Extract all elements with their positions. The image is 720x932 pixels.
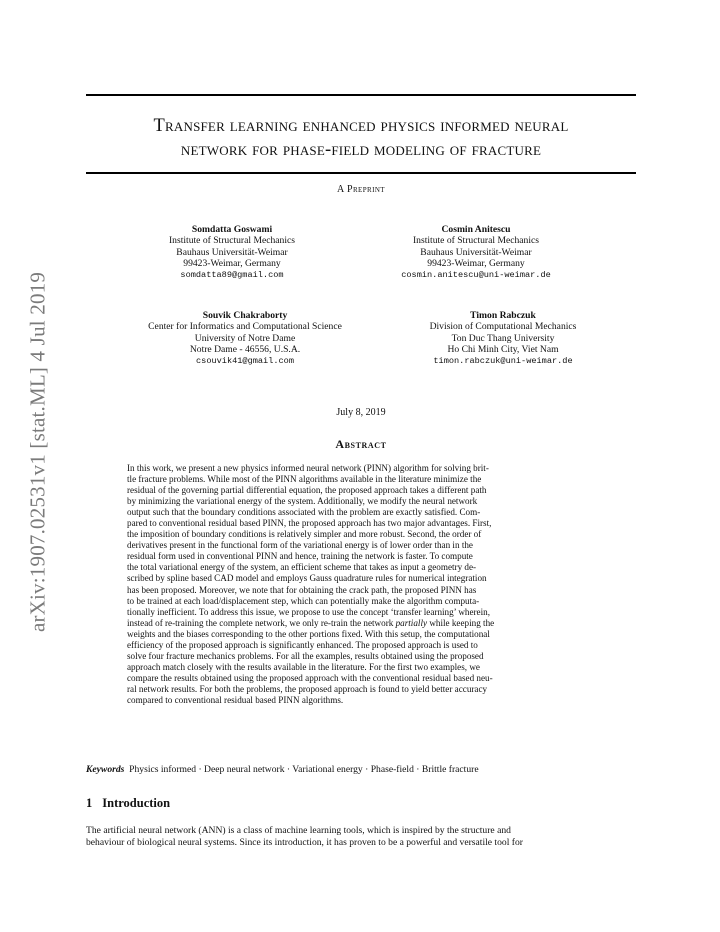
abstract-line: approach match closely with the results available in the literature. For the first two examples, we xyxy=(127,661,480,672)
abstract-line: tionally inefficient. To address this issue, we propose to use the concept ‘transfer learning’ wherein, xyxy=(127,606,490,617)
abstract-line: the imposition of boundary conditions is relatively simpler and more robust. Second, the order of xyxy=(127,529,482,540)
keywords-text: Physics informed · Deep neural network · Variational energy · Phase-field · Brittle fracture xyxy=(129,764,479,775)
abstract-line: residual form used in conventional PINN and hence, training the network is faster. To compute xyxy=(127,551,473,562)
keywords-line xyxy=(86,764,646,775)
abstract-line: solve four fracture mechanics problems. For all the examples, results obtained using the proposed xyxy=(127,650,484,661)
emphasis-text: partially xyxy=(395,617,428,628)
abstract-line: to be trained at each load/displacement step, which can potentially make the algorithm computa- xyxy=(127,595,480,606)
abstract-line: the total variational energy of the system, an efficient scheme that takes as input a geometry de- xyxy=(127,562,477,573)
author-affiliation-line: Center for Informatics and Computational Science xyxy=(148,321,342,333)
title-top-rule xyxy=(86,94,636,96)
intro-line: The artificial neural network (ANN) is a class of machine learning tools, which is inspired by the structure and xyxy=(86,825,511,836)
author-affiliation-line: 99423-Weimar, Germany xyxy=(427,258,525,270)
title-bottom-rule xyxy=(86,172,636,174)
arxiv-stamp: arXiv:1907.02531v1 [stat.ML] 4 Jul 2019 xyxy=(25,271,50,633)
author-affiliation-line: Ton Duc Thang University xyxy=(451,332,555,344)
author-affiliation-line: Division of Computational Mechanics xyxy=(429,321,577,333)
title-line-2: network for phase-field modeling of fracture xyxy=(180,140,542,160)
paper-title xyxy=(86,114,636,162)
author-email[interactable]: somdatta89@gmail.com xyxy=(180,269,284,280)
abstract-line: instead of re-training the complete network, we only re-train the network partially while keeping the xyxy=(127,617,495,628)
author-name: Souvik Chakraborty xyxy=(202,310,288,321)
abstract-line: efficiency of the proposed approach is significantly enhanced. The proposed approach is used to xyxy=(127,639,478,650)
abstract-line: weights and the biases corresponding to the other portions fixed. With this setup, the computational xyxy=(127,628,490,639)
intro-line: behaviour of biological neural systems. Since its introduction, it has proven to be a powerful and versatile tool for xyxy=(86,836,523,848)
abstract-line: has been proposed. Moreover, we note that for obtaining the crack path, the proposed PINN has xyxy=(127,584,477,595)
abstract-line: residual of the governing partial differential equation, the proposed approach takes a different path xyxy=(127,485,487,496)
abstract-line: tle fracture problems. While most of the PINN algorithms available in the literature minimize the xyxy=(127,474,482,485)
section-number: 1 xyxy=(86,796,93,810)
author-affiliation-line: University of Notre Dame xyxy=(194,332,296,344)
author-name: Cosmin Anitescu xyxy=(441,224,511,235)
author-block xyxy=(400,310,606,367)
author-block xyxy=(122,224,342,281)
intro-paragraph xyxy=(86,825,635,848)
keywords-label: Keywords xyxy=(86,764,125,775)
abstract-line: scribed by spline based CAD model and employs Gauss quadrature rules for numerical integration xyxy=(127,573,487,584)
author-block xyxy=(370,224,582,281)
abstract-body xyxy=(127,463,594,706)
author-email[interactable]: timon.rabczuk@uni-weimar.de xyxy=(433,355,573,366)
author-affiliation-line: 99423-Weimar, Germany xyxy=(183,258,281,270)
abstract-line: pared to conventional residual based PINN, the proposed approach has two major advantages. First, xyxy=(127,518,492,529)
abstract-line: by minimizing the variational energy of the system. Additionally, we modify the neural network xyxy=(127,496,478,507)
abstract-line: ral network results. For both the problems, the proposed approach is found to yield better accuracy xyxy=(127,683,488,694)
author-email[interactable]: cosmin.anitescu@uni-weimar.de xyxy=(401,269,551,280)
author-affiliation-line: Bauhaus Universität-Weimar xyxy=(420,246,532,258)
abstract-line: In this work, we present a new physics informed neural network (PINN) algorithm for solving brit- xyxy=(127,463,489,473)
author-name: Somdatta Goswami xyxy=(191,224,273,235)
author-email[interactable]: csouvik41@gmail.com xyxy=(196,355,294,366)
author-block xyxy=(117,310,373,367)
abstract-heading: Abstract xyxy=(335,437,387,451)
author-affiliation-line: Institute of Structural Mechanics xyxy=(168,235,296,247)
author-affiliation-line: Bauhaus Universität-Weimar xyxy=(176,246,288,258)
section-heading xyxy=(86,796,170,811)
author-affiliation-line: Ho Chi Minh City, Viet Nam xyxy=(447,344,559,356)
title-line-1: Transfer learning enhanced physics informed neural xyxy=(153,116,569,136)
publication-date: July 8, 2019 xyxy=(336,407,386,418)
abstract-line: compared to conventional residual based PINN algorithms. xyxy=(127,694,344,705)
author-affiliation-line: Notre Dame - 46556, U.S.A. xyxy=(189,344,301,356)
author-name: Timon Rabczuk xyxy=(470,310,536,321)
abstract-line: compare the results obtained using the proposed approach with the conventional residual based neu- xyxy=(127,672,493,683)
abstract-line: output such that the boundary conditions associated with the problem are exactly satisfied. Com- xyxy=(127,507,481,518)
abstract-line: derivatives present in the functional form of the variational energy is of lower order than in the xyxy=(127,540,473,551)
author-affiliation-line: Institute of Structural Mechanics xyxy=(412,235,540,247)
section-title: Introduction xyxy=(102,796,171,810)
preprint-label: A Preprint xyxy=(337,184,385,195)
